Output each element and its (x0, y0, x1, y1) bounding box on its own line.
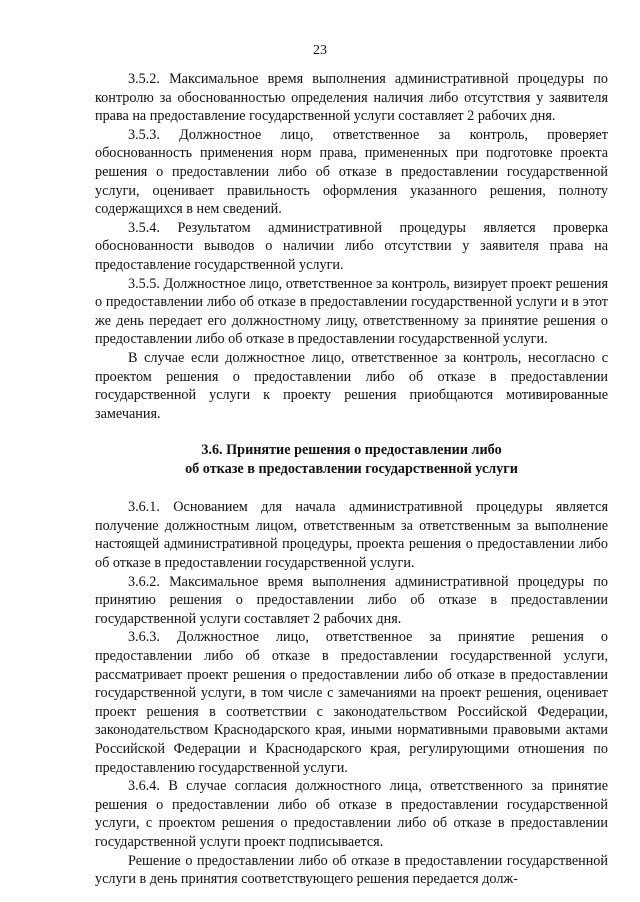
section-heading-line-1: 3.6. Принятие решения о предоставлении либо (201, 442, 502, 459)
paragraph-3-6-3: 3.6.3. Должностное лицо, ответственное за принятие решения о предоставлении либо об отказе в предоставлении государственной услуги, рассматривает проект решения о предоставлении либо об отказе в предоставлении государственной услуги, в том числе с замечаниями на проект решения, оценивает проект решения в соответствии с законодательством Российской Федерации, законодательством Краснодарского края, иными нормативными правовыми актами Российской Федерации и Краснодарского края, регулирующими отношения по предоставлению государственной услуги. (95, 629, 608, 776)
paragraph-3-6-4: 3.6.4. В случае согласия должностного лица, ответственного за принятие решения о предоставлении либо об отказе в предоставлении государственной услуги, с проектом решения о предоставлении либо об отказе в предоставлении государственной услуги проект подписывается. (95, 778, 608, 850)
paragraph-3-5-4: 3.5.4. Результатом административной процедуры является проверка обоснованности выводов о наличии либо отсутствии у заявителя права на предоставление государственной услуги. (95, 219, 608, 273)
paragraph-3-5-3: 3.5.3. Должностное лицо, ответственное за контроль, проверяет обоснованность применения норм права, примененных при подготовке проекта решения о предоставлении либо об отказе в предоставлении государственной услуги, оценивает правильность оформления указанного решения, полноту содержащихся в нем сведений. (95, 126, 608, 218)
document-body (95, 70, 608, 889)
paragraph-disagreement: В случае если должностное лицо, ответственное за контроль, несогласно с проектом решения о предоставлении либо об отказе в предоставлении государственной услуги к проекту решения приобщаются мотивированные замечания. (95, 349, 608, 422)
section-heading-3-6 (95, 441, 608, 479)
section-heading-line-2: об отказе в предоставлении государственной услуги (185, 461, 518, 478)
page-number: 23 (313, 43, 327, 58)
paragraph-3-6-1: 3.6.1. Основанием для начала административной процедуры является получение должностным лицом, ответственным за ответственным за выполнение настоящей административной процедуры, проекта решения о предоставлении либо об отказе в предоставлении государственной услуги. (95, 499, 608, 572)
paragraph-decision-transfer: Решение о предоставлении либо об отказе в предоставлении государственной услуги в день принятия соответствующего решения передается долж- (95, 852, 608, 888)
paragraph-3-5-5: 3.5.5. Должностное лицо, ответственное за контроль, визирует проект решения о предоставлении либо об отказе в предоставлении государственной услуги и в этот же день передает его должностному лицу, ответственному за принятие решения о предоставлении либо об отказе в предоставлении государственной услуги. (95, 275, 608, 348)
paragraph-3-6-2: 3.6.2. Максимальное время выполнения административной процедуры по принятию решения о предоставлении либо об отказе в предоставлении государственной услуги составляет 2 рабочих дня. (95, 573, 608, 627)
paragraph-3-5-2: 3.5.2. Максимальное время выполнения административной процедуры по контролю за обоснованностью определения наличия либо отсутствия у заявителя права на предоставление государственной услуги составляет 2 рабочих дня. (95, 71, 608, 125)
